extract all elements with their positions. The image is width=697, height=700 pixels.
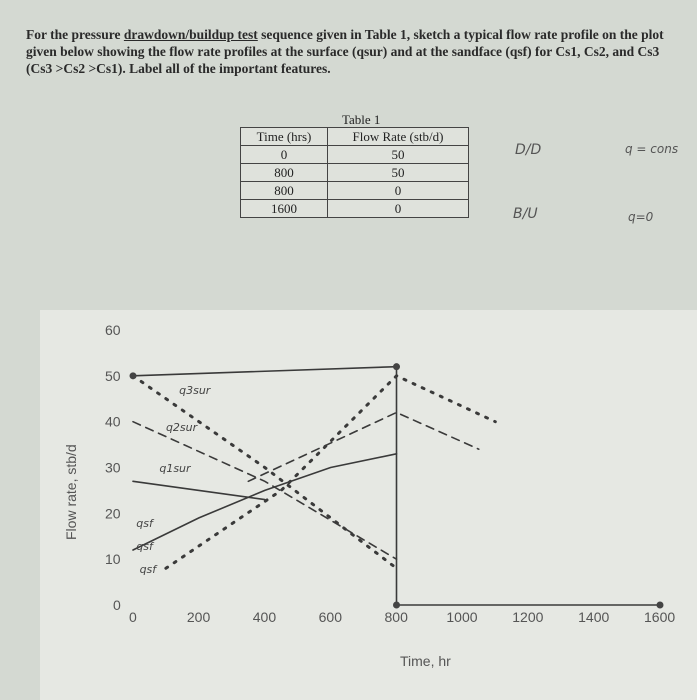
table-cell: 0 xyxy=(328,182,469,200)
rate-point-marker xyxy=(130,372,137,379)
table-cell: 0 xyxy=(328,200,469,218)
series-line-3 xyxy=(133,481,265,499)
y-axis-label: Flow rate, stb/d xyxy=(63,444,79,540)
handwritten-series-label: q3sur xyxy=(179,384,211,398)
handwritten-series-label: qsf xyxy=(136,517,153,531)
x-tick-label: 1400 xyxy=(578,609,610,625)
note-buildup: B/U xyxy=(513,206,538,222)
x-tick-label: 0 xyxy=(129,609,137,625)
handwritten-series-label: q2sur xyxy=(165,420,198,434)
handwritten-series-label: qsf xyxy=(136,540,153,553)
table-cell: 50 xyxy=(328,146,469,164)
table-header: Time (hrs) xyxy=(241,128,328,146)
table-cell: 800 xyxy=(241,182,328,200)
rate-point-marker xyxy=(657,602,664,609)
prompt-underlined-text: drawdown/buildup test xyxy=(123,27,258,42)
table-cell: 1600 xyxy=(241,200,328,218)
note-q-constant: q = cons xyxy=(625,142,679,156)
y-tick-label: 0 xyxy=(113,597,121,613)
y-tick-label: 50 xyxy=(105,367,121,384)
x-tick-label: 600 xyxy=(318,609,342,625)
y-tick-label: 20 xyxy=(105,505,121,522)
x-tick-label: 800 xyxy=(384,609,408,625)
series-line-5 xyxy=(248,413,478,482)
handwritten-series-label: qsf xyxy=(139,562,157,576)
rate-point-marker xyxy=(393,602,400,609)
table-title: Table 1 xyxy=(342,112,381,127)
table-cell: 0 xyxy=(241,146,328,164)
x-tick-label: 200 xyxy=(186,609,211,625)
table-header: Flow Rate (stb/d) xyxy=(328,128,469,146)
rate-point-marker xyxy=(393,363,400,370)
note-q-zero: q=0 xyxy=(628,210,654,224)
x-tick-label: 400 xyxy=(252,609,277,625)
y-tick-label: 60 xyxy=(105,322,121,338)
series-line-6 xyxy=(166,376,495,569)
prompt-text-continued: sequence given in Table 1, sketch a typical flow rate profile on the plot given below showing the flow rate profiles at the surface (qsur) and at the sandface (qsf) for Cs1, Cs2, and Cs3 (Cs3 >Cs2 >Cs1). Label all of the important features. xyxy=(26,27,664,76)
x-tick-label: 1200 xyxy=(512,609,544,625)
handwritten-series-label: q1sur xyxy=(159,462,191,476)
y-tick-label: 10 xyxy=(105,551,121,568)
x-tick-label: 1600 xyxy=(644,609,676,625)
prompt-text: For the pressure xyxy=(26,27,124,42)
y-tick-label: 30 xyxy=(105,459,121,476)
note-drawdown: D/D xyxy=(515,142,542,158)
x-axis-label: Time, hr xyxy=(400,653,451,669)
table-cell: 800 xyxy=(241,164,328,182)
table-cell: 50 xyxy=(328,164,469,182)
x-tick-label: 1000 xyxy=(446,609,478,625)
series-line-0 xyxy=(133,367,660,605)
y-tick-label: 40 xyxy=(105,413,121,430)
